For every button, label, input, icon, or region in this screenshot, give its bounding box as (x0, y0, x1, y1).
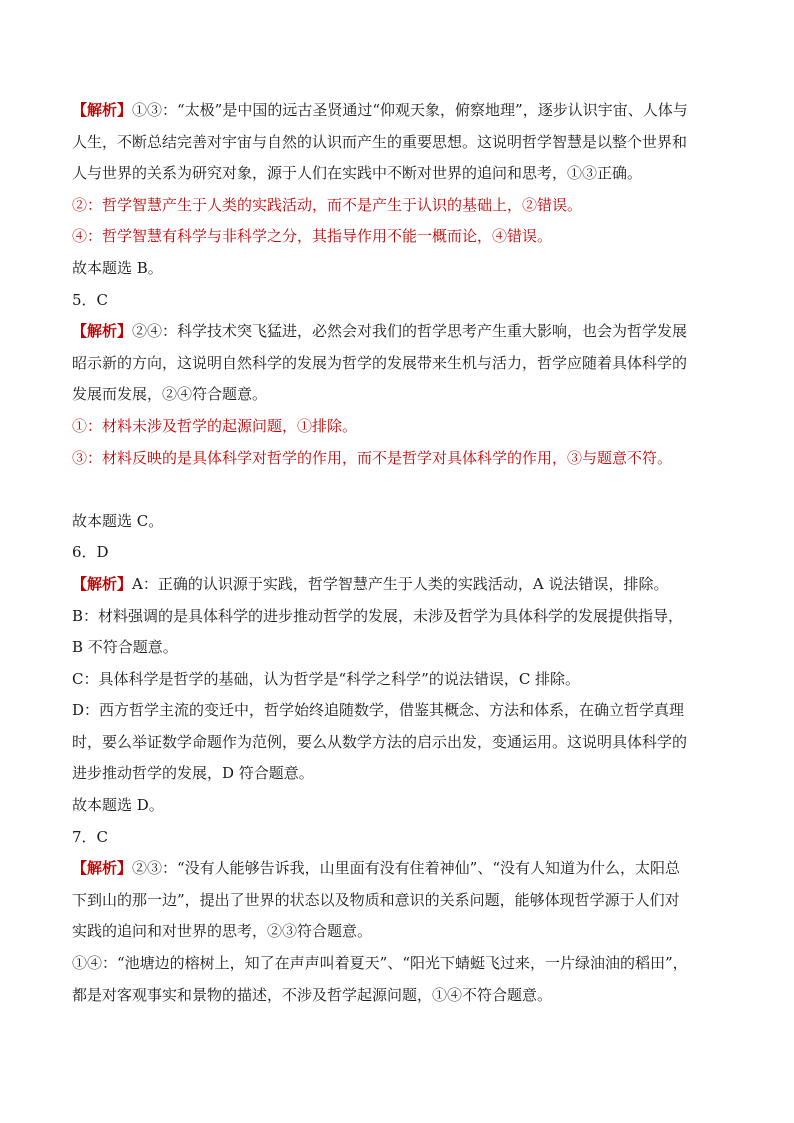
q6-analysis-3 (72, 632, 722, 664)
line-text: 7．C (72, 827, 109, 846)
line-text: 发展而发展，②④符合题意。 (72, 385, 268, 404)
q5-analysis-4 (72, 411, 722, 443)
line-text: ①④：“池塘边的榕树上，知了在声声叫着夏天”、“阳光下蜻蜓飞过来，一片绿油油的稻田”， (72, 954, 688, 973)
line-text: B 不符合题意。 (72, 638, 178, 657)
line-text: C：具体科学是哲学的基础，认为哲学是“科学之科学”的说法错误，C 排除。 (72, 669, 581, 688)
blank (72, 474, 722, 506)
line-text: ②：哲学智慧产生于人类的实践活动，而不是产生于认识的基础上，②错误。 (72, 195, 583, 214)
line-text: 故本题选 D。 (72, 796, 164, 815)
q4-analysis-3 (72, 158, 722, 190)
q4-analysis-1 (72, 95, 722, 127)
q6-analysis-7 (72, 758, 722, 790)
q7-analysis-4 (72, 948, 722, 980)
line-text: 人与世界的关系为研究对象，源于人们在实践中不断对世界的追问和思考，①③正确。 (72, 164, 643, 183)
line-text: 人生，不断总结完善对宇宙与自然的认识而产生的重要思想。这说明哲学智慧是以整个世界和 (72, 132, 688, 151)
line-text: 都是对客观事实和景物的描述，不涉及哲学起源问题，①④不符合题意。 (72, 985, 553, 1004)
analysis-tag: 【解析】 (72, 101, 133, 119)
answer-analysis-text (72, 95, 722, 1011)
q7-analysis-2 (72, 885, 722, 917)
q6-conclusion (72, 790, 722, 822)
line-text: A：正确的认识源于实践，哲学智慧产生于人类的实践活动，A 说法错误，排除。 (132, 574, 669, 593)
q5-analysis-5 (72, 443, 722, 475)
q6-answer (72, 537, 722, 569)
line-text: 进步推动哲学的发展，D 符合题意。 (72, 764, 314, 783)
q5-conclusion (72, 506, 722, 538)
line-text: ②④：科学技术突飞猛进，必然会对我们的哲学思考产生重大影响，也会为哲学发展 (132, 322, 688, 341)
q4-analysis-2 (72, 127, 722, 159)
q7-analysis-1 (72, 853, 722, 885)
q6-analysis-2 (72, 601, 722, 633)
line-text: 时，要么举证数学命题作为范例，要么从数学方法的启示出发，变通运用。这说明具体科学的 (72, 732, 688, 751)
q5-analysis-1 (72, 316, 722, 348)
q6-analysis-5 (72, 695, 722, 727)
q7-analysis-3 (72, 916, 722, 948)
q5-answer (72, 285, 722, 317)
line-text: 5．C (72, 290, 109, 309)
line-text: ④：哲学智慧有科学与非科学之分，其指导作用不能一概而论，④错误。 (72, 227, 553, 246)
q6-analysis-4 (72, 664, 722, 696)
line-text: 故本题选 B。 (72, 258, 163, 277)
line-text: ③：材料反映的是具体科学对哲学的作用，而不是哲学对具体科学的作用，③与题意不符。 (72, 448, 673, 467)
analysis-tag: 【解析】 (72, 322, 133, 341)
analysis-tag: 【解析】 (72, 574, 133, 593)
q5-analysis-3 (72, 379, 722, 411)
q6-analysis-1 (72, 569, 722, 601)
line-text: 6．D (72, 543, 109, 562)
line-text: ①：材料未涉及哲学的起源问题，①排除。 (72, 416, 358, 435)
line-text: ②③：“没有人能够告诉我，山里面有没有住着神仙”、“没有人知道为什么，太阳总 (132, 859, 681, 878)
q7-analysis-5 (72, 980, 722, 1012)
line-text: 昭示新的方向，这说明自然科学的发展为哲学的发展带来生机与活力，哲学应随着具体科学的 (72, 353, 688, 372)
q6-analysis-6 (72, 727, 722, 759)
q5-analysis-2 (72, 348, 722, 380)
analysis-tag: 【解析】 (72, 859, 133, 878)
line-text: 下到山的那一边”，提出了世界的状态以及物质和意识的关系问题，能够体现哲学源于人们对 (72, 890, 680, 909)
q4-conclusion (72, 253, 722, 285)
line-text: D：西方哲学主流的变迁中，哲学始终追随数学，借鉴其概念、方法和体系，在确立哲学真理 (72, 701, 685, 720)
q4-analysis-5 (72, 221, 722, 253)
line-text: B：材料强调的是具体科学的进步推动哲学的发展，未涉及哲学为具体科学的发展提供指导， (72, 606, 684, 625)
line-text: ①③：“太极”是中国的远古圣贤通过“仰观天象，俯察地理”，逐步认识宇宙、人体与 (132, 101, 688, 119)
line-text: 实践的追问和对世界的思考，②③符合题意。 (72, 922, 373, 941)
q7-answer (72, 822, 722, 854)
line-text: 故本题选 C。 (72, 511, 164, 530)
q4-analysis-4 (72, 190, 722, 222)
